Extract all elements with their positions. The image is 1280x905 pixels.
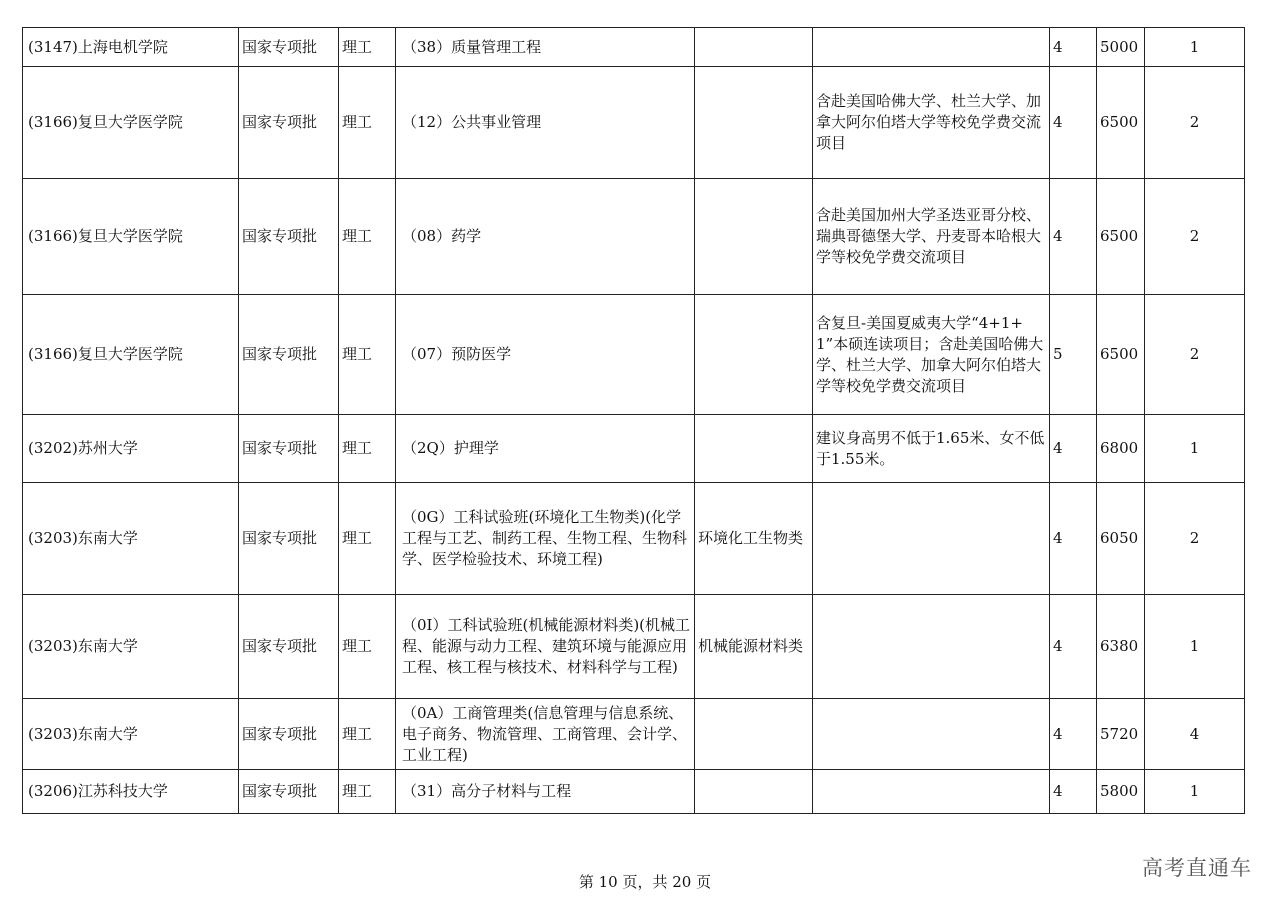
cell-count: 1 xyxy=(1145,415,1245,483)
table-row xyxy=(23,295,1245,415)
cell-batch: 国家专项批 xyxy=(239,699,339,770)
cell-school: (3206)江苏科技大学 xyxy=(23,770,239,814)
cell-category: 理工 xyxy=(339,179,396,295)
cell-count: 1 xyxy=(1145,595,1245,699)
table-row xyxy=(23,770,1245,814)
cell-batch: 国家专项批 xyxy=(239,483,339,595)
cell-major: （0A）工商管理类(信息管理与信息系统、电子商务、物流管理、工商管理、会计学、工业工程) xyxy=(396,699,695,770)
cell-fee: 5720 xyxy=(1097,699,1145,770)
cell-years: 4 xyxy=(1050,415,1097,483)
cell-category: 理工 xyxy=(339,67,396,179)
cell-school: (3202)苏州大学 xyxy=(23,415,239,483)
page-number: 第 10 页，共 20 页 xyxy=(578,873,712,891)
cell-school: (3203)东南大学 xyxy=(23,483,239,595)
cell-batch: 国家专项批 xyxy=(239,295,339,415)
cell-major-type xyxy=(695,699,813,770)
cell-category: 理工 xyxy=(339,483,396,595)
cell-count: 4 xyxy=(1145,699,1245,770)
cell-count: 2 xyxy=(1145,483,1245,595)
table-row xyxy=(23,699,1245,770)
cell-fee: 6500 xyxy=(1097,295,1145,415)
cell-note: 含赴美国哈佛大学、杜兰大学、加拿大阿尔伯塔大学等校免学费交流项目 xyxy=(813,67,1050,179)
cell-count: 2 xyxy=(1145,295,1245,415)
cell-major-type: 机械能源材料类 xyxy=(695,595,813,699)
table-row xyxy=(23,67,1245,179)
admission-plan-table xyxy=(22,27,1245,814)
cell-category: 理工 xyxy=(339,415,396,483)
cell-school: (3166)复旦大学医学院 xyxy=(23,295,239,415)
cell-years: 4 xyxy=(1050,699,1097,770)
cell-batch: 国家专项批 xyxy=(239,415,339,483)
cell-school: (3147)上海电机学院 xyxy=(23,28,239,67)
cell-fee: 5800 xyxy=(1097,770,1145,814)
table-row xyxy=(23,595,1245,699)
cell-count: 2 xyxy=(1145,179,1245,295)
cell-years: 4 xyxy=(1050,67,1097,179)
cell-school: (3203)东南大学 xyxy=(23,699,239,770)
cell-fee: 5000 xyxy=(1097,28,1145,67)
cell-category: 理工 xyxy=(339,770,396,814)
cell-major: （31）高分子材料与工程 xyxy=(396,770,695,814)
cell-note xyxy=(813,770,1050,814)
cell-fee: 6800 xyxy=(1097,415,1145,483)
cell-years: 4 xyxy=(1050,483,1097,595)
cell-school: (3166)复旦大学医学院 xyxy=(23,179,239,295)
cell-fee: 6050 xyxy=(1097,483,1145,595)
cell-fee: 6500 xyxy=(1097,67,1145,179)
cell-school: (3203)东南大学 xyxy=(23,595,239,699)
cell-fee: 6500 xyxy=(1097,179,1145,295)
table-row xyxy=(23,415,1245,483)
cell-major: （08）药学 xyxy=(396,179,695,295)
cell-count: 1 xyxy=(1145,770,1245,814)
cell-note xyxy=(813,699,1050,770)
cell-years: 4 xyxy=(1050,595,1097,699)
cell-major-type xyxy=(695,28,813,67)
cell-major: （07）预防医学 xyxy=(396,295,695,415)
cell-years: 5 xyxy=(1050,295,1097,415)
cell-batch: 国家专项批 xyxy=(239,595,339,699)
cell-batch: 国家专项批 xyxy=(239,67,339,179)
cell-major-type xyxy=(695,770,813,814)
cell-note xyxy=(813,483,1050,595)
cell-major: （2Q）护理学 xyxy=(396,415,695,483)
cell-batch: 国家专项批 xyxy=(239,28,339,67)
cell-note: 含赴美国加州大学圣迭亚哥分校、瑞典哥德堡大学、丹麦哥本哈根大学等校免学费交流项目 xyxy=(813,179,1050,295)
cell-years: 4 xyxy=(1050,770,1097,814)
cell-category: 理工 xyxy=(339,295,396,415)
cell-school: (3166)复旦大学医学院 xyxy=(23,67,239,179)
cell-category: 理工 xyxy=(339,28,396,67)
cell-batch: 国家专项批 xyxy=(239,770,339,814)
cell-count: 1 xyxy=(1145,28,1245,67)
table-row xyxy=(23,483,1245,595)
cell-major: （12）公共事业管理 xyxy=(396,67,695,179)
cell-major-type xyxy=(695,295,813,415)
cell-years: 4 xyxy=(1050,28,1097,67)
cell-note: 建议身高男不低于1.65米、女不低于1.55米。 xyxy=(813,415,1050,483)
cell-major: （0G）工科试验班(环境化工生物类)(化学工程与工艺、制药工程、生物工程、生物科学、医学检验技术、环境工程) xyxy=(396,483,695,595)
cell-note xyxy=(813,28,1050,67)
cell-major-type xyxy=(695,179,813,295)
cell-fee: 6380 xyxy=(1097,595,1145,699)
cell-batch: 国家专项批 xyxy=(239,179,339,295)
cell-note xyxy=(813,595,1050,699)
table-row xyxy=(23,179,1245,295)
cell-years: 4 xyxy=(1050,179,1097,295)
cell-major: （38）质量管理工程 xyxy=(396,28,695,67)
watermark-text: 高考直通车 xyxy=(1142,856,1252,880)
cell-major-type xyxy=(695,67,813,179)
cell-note: 含复旦-美国夏威夷大学“4+1+1”本硕连读项目；含赴美国哈佛大学、杜兰大学、加拿大阿尔伯塔大学等校免学费交流项目 xyxy=(813,295,1050,415)
cell-category: 理工 xyxy=(339,595,396,699)
table-body xyxy=(23,28,1245,814)
cell-category: 理工 xyxy=(339,699,396,770)
cell-major: （0I）工科试验班(机械能源材料类)(机械工程、能源与动力工程、建筑环境与能源应用工程、核工程与核技术、材料科学与工程) xyxy=(396,595,695,699)
cell-major-type xyxy=(695,415,813,483)
table-row xyxy=(23,28,1245,67)
cell-count: 2 xyxy=(1145,67,1245,179)
cell-major-type: 环境化工生物类 xyxy=(695,483,813,595)
